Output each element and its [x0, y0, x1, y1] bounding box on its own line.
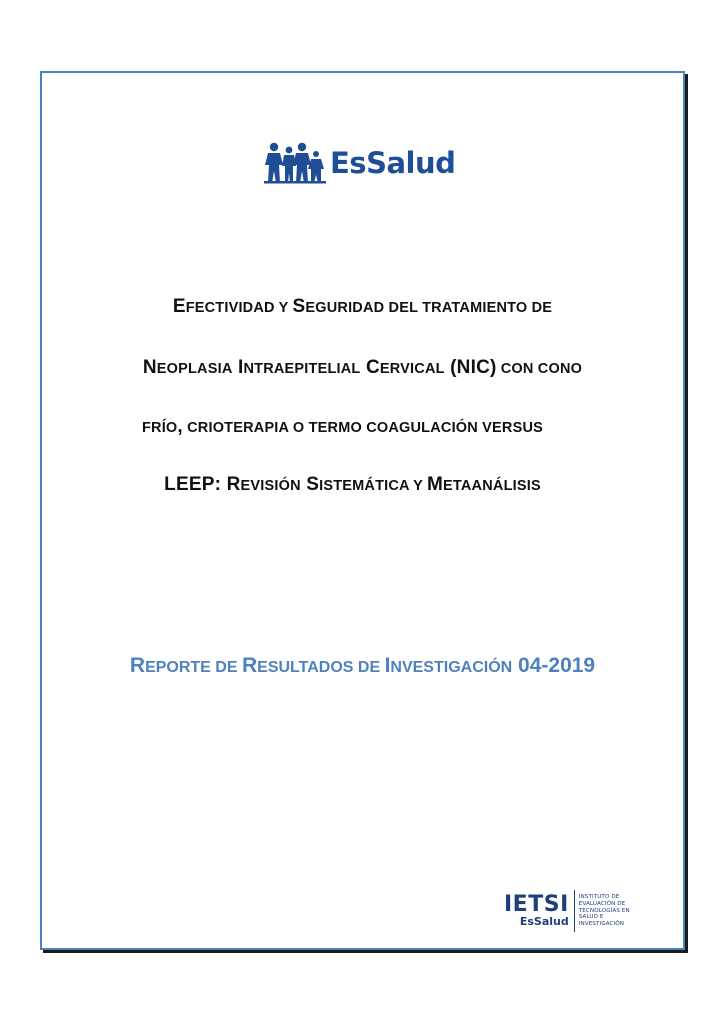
title-line-1: EFECTIVIDAD Y SEGURIDAD DEL TRATAMIENTO DE	[172, 296, 553, 317]
title-line-2: NEOPLASIA INTRAEPITELIAL CERVICAL (NIC) CON CONO	[142, 357, 583, 378]
brand-name: EsSalud	[330, 145, 456, 180]
title-line-3: FRÍO, CRIOTERAPIA O TERMO COAGULACIÓN VERSUS	[141, 416, 544, 437]
family-figures-icon	[264, 141, 326, 185]
ietsi-word: IETSI	[504, 891, 569, 917]
ietsi-description: INSTITUTO DE EVALUACIÓN DE TECNOLOGÍAS EN SALUD E INVESTIGACIÓN	[578, 893, 630, 928]
essalud-logo	[264, 140, 464, 186]
ietsi-logo	[504, 888, 630, 934]
title-line-4: LEEP: REVISIÓN SISTEMÁTICA Y METAANÁLISIS	[164, 474, 541, 495]
ietsi-sub: EsSalud	[519, 914, 569, 928]
page-frame	[40, 71, 685, 950]
report-title: REPORTE DE RESULTADOS DE INVESTIGACIÓN 04-2019	[129, 654, 596, 677]
